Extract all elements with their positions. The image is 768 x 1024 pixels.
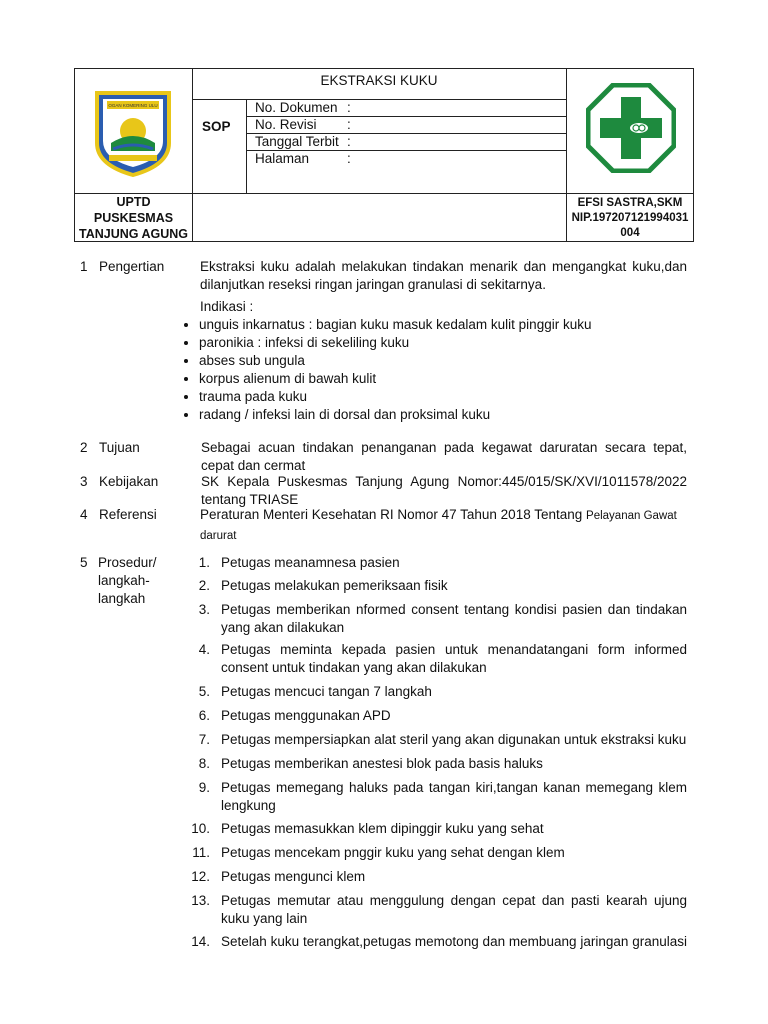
field-no-dokumen <box>255 99 338 117</box>
field-label: No. Revisi <box>255 117 317 132</box>
section-number: 5 <box>80 555 88 570</box>
referensi-text-b: Pelayanan Gawat <box>586 510 677 522</box>
step-text: Petugas memasukkan klem dipinggir kuku yang sehat <box>221 821 544 836</box>
step-text: Setelah kuku terangkat,petugas memotong dan membuang jaringan granulasi <box>221 934 687 949</box>
section-number: 4 <box>80 507 88 522</box>
step-number: 9. <box>198 780 210 795</box>
step-number: 14. <box>191 934 210 949</box>
section-number: 2 <box>80 440 88 455</box>
step-number: 7. <box>198 732 210 747</box>
step-text: Petugas mempersiapkan alat steril yang akan digunakan untuk ekstraksi kuku <box>221 732 687 747</box>
section-label-prosedur <box>98 554 157 608</box>
org-line: UPTD <box>116 195 151 209</box>
procedure-step <box>190 755 687 773</box>
section-label-referensi: Referensi <box>99 507 157 522</box>
kebijakan-text: SK Kepala Puskesmas Tanjung Agung Nomor:445/015/SK/XVI/1011578/2022 tentang TRIASE <box>201 474 687 507</box>
referensi-text-c: darurat <box>200 530 237 542</box>
procedure-step <box>190 601 687 637</box>
section-label-tujuan: Tujuan <box>99 440 140 455</box>
step-text: Petugas memegang haluks pada tangan kiri,tangan kanan memegang klem lengkung <box>221 780 687 813</box>
step-text: Petugas melakukan pemeriksaan fisik <box>221 578 448 593</box>
step-text: Petugas mencuci tangan 7 langkah <box>221 684 432 699</box>
sop-header-table <box>74 68 694 242</box>
step-text: Petugas mengunci klem <box>221 869 366 884</box>
field-sep: : <box>347 134 351 149</box>
puskesmas-logo-icon <box>586 83 676 178</box>
step-number: 4. <box>198 642 210 657</box>
step-number: 10. <box>191 821 210 836</box>
step-number: 12. <box>191 869 210 884</box>
procedure-step <box>190 641 687 677</box>
org-line: PUSKESMAS <box>93 211 174 225</box>
list-item: • trauma pada kuku <box>199 388 699 406</box>
document-title: EKSTRAKSI KUKU <box>320 73 438 88</box>
step-number: 5. <box>198 684 210 699</box>
step-number: 8. <box>198 756 210 771</box>
step-text: Petugas memberikan anestesi blok pada basis haluks <box>221 756 543 771</box>
org-name <box>75 194 192 242</box>
regency-emblem-icon <box>93 85 173 182</box>
tujuan-text: Sebagai acuan tindakan penanganan pada kegawat daruratan secara tepat, cepat dan cermat <box>201 440 687 473</box>
step-number: 11. <box>192 845 210 860</box>
indikasi-list <box>181 316 699 424</box>
section-number: 3 <box>80 474 88 489</box>
indikasi-label: Indikasi : <box>200 299 254 314</box>
signer-block <box>566 196 694 241</box>
step-number: 3. <box>198 602 210 617</box>
procedure-step <box>190 820 687 838</box>
label-line: langkah- <box>98 573 150 588</box>
step-text: Petugas menggunakan APD <box>221 708 391 723</box>
field-label: Halaman <box>255 151 310 166</box>
field-tanggal-terbit <box>255 133 339 151</box>
procedure-step <box>190 892 687 928</box>
procedure-step <box>190 707 687 725</box>
field-sep: : <box>347 100 351 115</box>
sop-label: SOP <box>202 119 231 134</box>
field-halaman <box>255 150 309 168</box>
step-number: 2. <box>198 578 210 593</box>
field-no-revisi <box>255 116 317 134</box>
step-text: Petugas mencekam pnggir kuku yang sehat dengan klem <box>221 845 565 860</box>
org-line: TANJUNG AGUNG <box>78 227 189 241</box>
label-line: Prosedur/ <box>98 555 157 570</box>
procedure-step <box>190 731 687 749</box>
list-item: • paronikia : infeksi di sekeliling kuku <box>199 334 699 352</box>
procedure-step <box>190 868 687 886</box>
signer-nip-cont: 004 <box>620 227 640 239</box>
procedure-step <box>190 683 687 701</box>
signer-nip: NIP.197207121994031 <box>571 212 689 224</box>
step-number: 6. <box>198 708 210 723</box>
referensi-text-a: Peraturan Menteri Kesehatan RI Nomor 47 Tahun 2018 Tentang <box>200 507 583 522</box>
label-line: langkah <box>98 591 146 606</box>
procedure-step <box>190 844 687 862</box>
procedure-step <box>190 577 687 595</box>
emblem-ribbon-text: OGAN KOMERING ULU <box>108 103 158 108</box>
list-item: • abses sub ungula <box>199 352 699 370</box>
section-number: 1 <box>80 259 88 274</box>
step-number: 13. <box>191 893 210 908</box>
field-label: No. Dokumen <box>255 100 338 115</box>
field-label: Tanggal Terbit <box>255 134 339 149</box>
procedure-step <box>190 554 687 572</box>
procedure-step <box>190 779 687 815</box>
list-item: • unguis inkarnatus : bagian kuku masuk kedalam kulit pinggir kuku <box>199 316 699 334</box>
pengertian-text: Ekstraksi kuku adalah melakukan tindakan menarik dan mengangkat kuku,dan dilanjutkan reseksi ringan jaringan granulasi di sekitarnya. <box>200 259 687 292</box>
step-text: Petugas memutar atau menggulung dengan cepat dan pasti kearah ujung kuku yang lain <box>221 893 687 926</box>
step-number: 1. <box>198 555 210 570</box>
step-text: Petugas memberikan nformed consent tentang kondisi pasien dan tindakan yang akan dilakukan <box>221 602 687 635</box>
step-text: Petugas meanamnesa pasien <box>221 555 400 570</box>
procedure-step <box>190 933 687 951</box>
signer-name: EFSI SASTRA,SKM <box>577 197 683 209</box>
section-label-kebijakan: Kebijakan <box>99 474 159 489</box>
field-sep: : <box>347 117 351 132</box>
section-label-pengertian: Pengertian <box>99 259 165 274</box>
list-item: • korpus alienum di bawah kulit <box>199 370 699 388</box>
field-sep: : <box>347 151 351 166</box>
list-item: • radang / infeksi lain di dorsal dan proksimal kuku <box>199 406 699 424</box>
referensi-text <box>200 506 687 525</box>
step-text: Petugas meminta kepada pasien untuk menandatangani form informed consent untuk tindakan yang akan dilakukan <box>221 642 687 675</box>
